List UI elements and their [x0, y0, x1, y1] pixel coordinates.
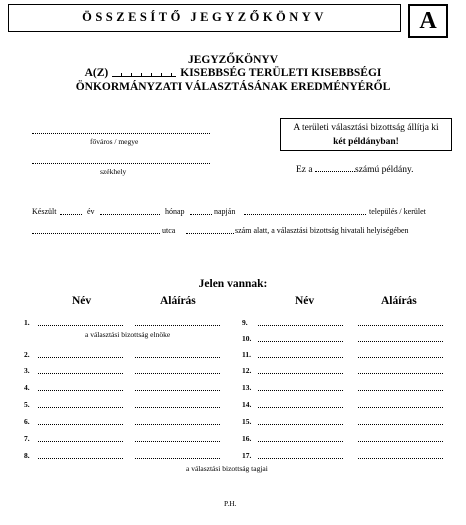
- left-sign-header: Aláírás: [160, 295, 196, 307]
- signature-field[interactable]: [135, 407, 220, 408]
- day-field[interactable]: [190, 207, 212, 215]
- signature-field[interactable]: [358, 373, 443, 374]
- signature-field[interactable]: [358, 325, 443, 326]
- szekhely-label: székhely: [100, 167, 127, 176]
- row-number: 7.: [24, 434, 30, 443]
- row-number: 10.: [242, 334, 252, 343]
- right-name-header: Név: [295, 295, 315, 307]
- house-number-field[interactable]: [186, 226, 234, 234]
- row-number: 17.: [242, 451, 252, 460]
- copy-number-field[interactable]: [315, 164, 355, 172]
- row-number: 5.: [24, 400, 30, 409]
- document-title: ÖSSZESÍTŐ JEGYZŐKÖNYV: [82, 10, 327, 24]
- month-field[interactable]: [100, 207, 160, 215]
- name-field[interactable]: [258, 373, 343, 374]
- year-label: év: [87, 207, 95, 216]
- stamp-label: P.H.: [224, 499, 237, 508]
- name-field[interactable]: [38, 357, 123, 358]
- signature-field[interactable]: [135, 357, 220, 358]
- row-number: 9.: [242, 318, 248, 327]
- left-name-header: Név: [72, 295, 92, 307]
- name-field[interactable]: [38, 373, 123, 374]
- name-field[interactable]: [38, 458, 123, 459]
- signature-field[interactable]: [358, 357, 443, 358]
- signature-field[interactable]: [358, 441, 443, 442]
- name-field[interactable]: [258, 407, 343, 408]
- title-line-1: JEGYZŐKÖNYV: [187, 54, 279, 66]
- notice-line-2: két példányban!: [333, 137, 399, 147]
- row-number: 14.: [242, 400, 252, 409]
- name-field[interactable]: [258, 424, 343, 425]
- copy-number-line: [296, 164, 413, 175]
- name-field[interactable]: [258, 441, 343, 442]
- signature-field[interactable]: [358, 390, 443, 391]
- settlement-field[interactable]: [244, 207, 366, 215]
- name-field[interactable]: [258, 341, 343, 342]
- signature-field[interactable]: [358, 341, 443, 342]
- year-field[interactable]: [60, 207, 82, 215]
- location-label: szám alatt, a választási bizottság hivatali helyiségében: [235, 226, 409, 235]
- signature-field[interactable]: [358, 424, 443, 425]
- copy-suffix: számú példány.: [355, 165, 414, 175]
- title-line-3: ÖNKORMÁNYZATI VÁLASZTÁSÁNAK EREDMÉNYÉRŐL: [75, 81, 391, 93]
- street-label: utca: [162, 226, 176, 235]
- row-number: 1.: [24, 318, 30, 327]
- signature-field[interactable]: [135, 441, 220, 442]
- row-number: 11.: [242, 350, 251, 359]
- document-title-box: [8, 4, 401, 32]
- name-field[interactable]: [38, 407, 123, 408]
- row-number: 16.: [242, 434, 252, 443]
- signature-field[interactable]: [135, 458, 220, 459]
- form-letter-box: [408, 4, 448, 38]
- form-letter: A: [419, 8, 437, 34]
- signature-field[interactable]: [358, 407, 443, 408]
- right-sign-header: Aláírás: [381, 295, 417, 307]
- day-label: napján: [214, 207, 236, 216]
- row-number: 15.: [242, 417, 252, 426]
- copy-prefix: Ez a: [296, 165, 313, 175]
- signature-field[interactable]: [135, 373, 220, 374]
- title-suffix: KISEBBSÉG TERÜLETI KISEBBSÉGI: [180, 67, 382, 79]
- name-field[interactable]: [38, 424, 123, 425]
- signature-field[interactable]: [135, 325, 220, 326]
- name-field[interactable]: [258, 357, 343, 358]
- notice-box: [280, 118, 452, 151]
- name-field[interactable]: [258, 390, 343, 391]
- signature-field[interactable]: [358, 458, 443, 459]
- row-number: 12.: [242, 366, 252, 375]
- attendees-heading: Jelen vannak:: [198, 278, 268, 290]
- members-caption: a választási bizottság tagjai: [186, 464, 268, 473]
- name-field[interactable]: [258, 458, 343, 459]
- name-field[interactable]: [258, 325, 343, 326]
- row-number: 2.: [24, 350, 30, 359]
- fovaros-label: főváros / megye: [90, 137, 139, 146]
- row-number: 13.: [242, 383, 252, 392]
- keszult-label: Készült: [32, 207, 57, 216]
- signature-field[interactable]: [135, 424, 220, 425]
- row-number: 8.: [24, 451, 30, 460]
- row-number: 6.: [24, 417, 30, 426]
- szekhely-field[interactable]: [32, 156, 210, 164]
- title-line-2: [0, 67, 466, 79]
- name-field[interactable]: [38, 325, 123, 326]
- notice-line-1: A területi választási bizottság állítja ki: [293, 123, 439, 133]
- row-number: 4.: [24, 383, 30, 392]
- chair-caption: a választási bizottság elnöke: [85, 330, 171, 339]
- settlement-label: település / kerület: [369, 207, 426, 216]
- name-field[interactable]: [38, 441, 123, 442]
- fovaros-field[interactable]: [32, 126, 210, 134]
- signature-field[interactable]: [135, 390, 220, 391]
- row-number: 3.: [24, 366, 30, 375]
- minority-name-blank[interactable]: [112, 68, 176, 77]
- title-prefix: A(Z): [84, 67, 109, 79]
- month-label: hónap: [165, 207, 185, 216]
- street-field[interactable]: [32, 226, 160, 234]
- name-field[interactable]: [38, 390, 123, 391]
